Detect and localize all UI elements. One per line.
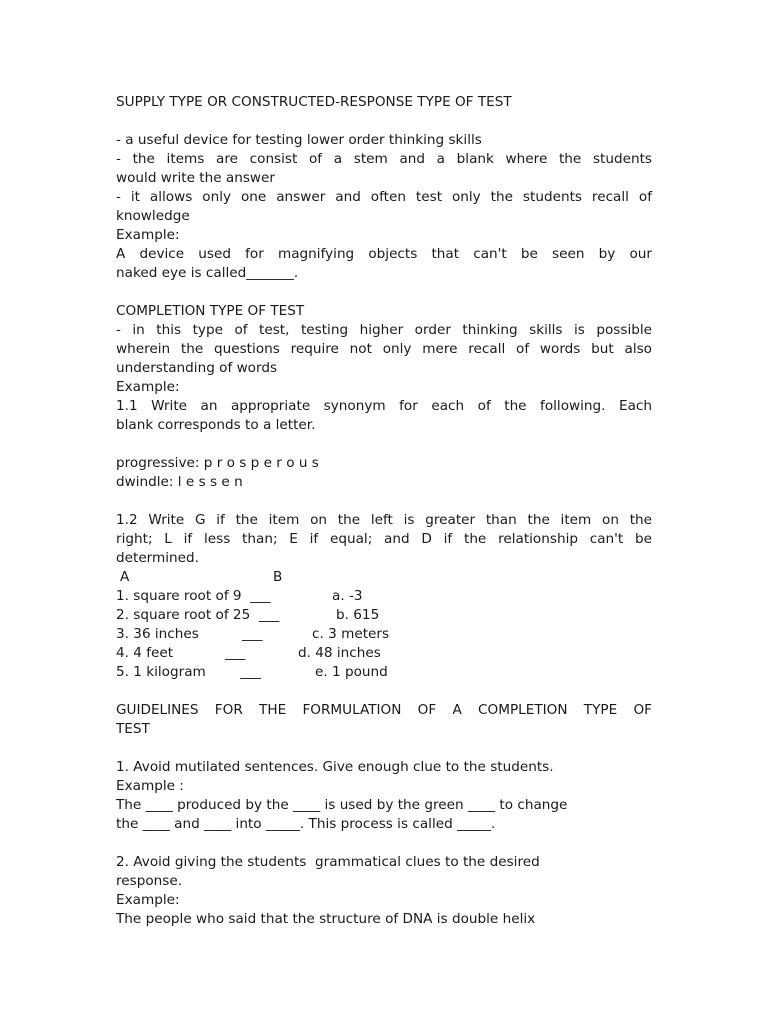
matching-row-a: 2. square root of 25 ___ — [116, 607, 280, 623]
completion-desc-line-2: wherein the questions require not only mere recall of words but also — [116, 341, 652, 357]
supply-example-label: Example: — [116, 227, 180, 243]
matching-row-a: 1. square root of 9 ___ — [116, 588, 271, 604]
guideline-1-example-line-1: The ____ produced by the ____ is used by the green ____ to change — [116, 797, 568, 813]
item-1-2-line-3: determined. — [116, 550, 199, 566]
matching-row-b: e. 1 pound — [315, 664, 388, 680]
supply-example-line-2: naked eye is called_______. — [116, 265, 299, 281]
completion-desc-line-1: - in this type of test, testing higher order thinking skills is possible — [116, 322, 652, 338]
spacer — [116, 739, 652, 758]
guideline-2-title-line-2: response. — [116, 873, 183, 889]
matching-row-b: c. 3 meters — [312, 626, 390, 642]
spacer — [116, 435, 652, 454]
matching-header-row — [116, 568, 652, 587]
guideline-1-example-line-2: the ____ and ____ into _____. This process is called _____. — [116, 816, 496, 832]
column-b-header: B — [273, 569, 283, 585]
matching-row — [116, 625, 652, 644]
document-page — [116, 93, 652, 929]
item-1-2-line-1: 1.2 Write G if the item on the left is greater than the item on the — [116, 512, 652, 528]
supply-example-line-1: A device used for magnifying objects that can't be seen by our — [116, 246, 652, 262]
item-1-2-line-2: right; L if less than; E if equal; and D if the relationship can't be — [116, 531, 652, 547]
matching-row — [116, 587, 652, 606]
column-a-header: A — [120, 569, 130, 585]
guideline-2-example-line-1: The people who said that the structure of DNA is double helix — [116, 911, 536, 927]
matching-row — [116, 663, 652, 682]
section-heading-supply-type: SUPPLY TYPE OR CONSTRUCTED-RESPONSE TYPE OF TEST — [116, 94, 512, 110]
item-1-1-line-1: 1.1 Write an appropriate synonym for each of the following. Each — [116, 398, 652, 414]
matching-row-b: b. 615 — [336, 607, 380, 623]
guideline-2-example-label: Example: — [116, 892, 180, 908]
section-heading-completion-type: COMPLETION TYPE OF TEST — [116, 303, 305, 319]
synonym-progressive: progressive: p r o s p e r o u s — [116, 455, 319, 471]
supply-bullet-1: - a useful device for testing lower order thinking skills — [116, 132, 482, 148]
spacer — [116, 492, 652, 511]
matching-row-a: 5. 1 kilogram ___ — [116, 664, 261, 680]
matching-row-a: 3. 36 inches ___ — [116, 626, 263, 642]
matching-row-b: a. -3 — [332, 588, 363, 604]
guideline-2-title-line-1: 2. Avoid giving the students grammatical clues to the desired — [116, 854, 540, 870]
completion-example-label: Example: — [116, 379, 180, 395]
synonym-dwindle: dwindle: l e s s e n — [116, 474, 243, 490]
supply-bullet-2-line-1: - the items are consist of a stem and a blank where the students — [116, 151, 652, 167]
spacer — [116, 682, 652, 701]
matching-row — [116, 644, 652, 663]
spacer — [116, 834, 652, 853]
guideline-1-example-label: Example : — [116, 778, 184, 794]
matching-row — [116, 606, 652, 625]
spacer — [116, 283, 652, 302]
supply-bullet-3-line-1: - it allows only one answer and often test only the students recall of — [116, 189, 652, 205]
matching-row-b: d. 48 inches — [298, 645, 381, 661]
supply-bullet-2-line-2: would write the answer — [116, 170, 276, 186]
matching-row-a: 4. 4 feet ___ — [116, 645, 246, 661]
spacer — [116, 112, 652, 131]
item-1-1-line-2: blank corresponds to a letter. — [116, 417, 316, 433]
section-heading-guidelines-line-2: TEST — [116, 721, 150, 737]
guideline-1-title: 1. Avoid mutilated sentences. Give enough clue to the students. — [116, 759, 554, 775]
supply-bullet-3-line-2: knowledge — [116, 208, 190, 224]
section-heading-guidelines-line-1: GUIDELINES FOR THE FORMULATION OF A COMPLETION TYPE OF — [116, 702, 652, 718]
completion-desc-line-3: understanding of words — [116, 360, 278, 376]
